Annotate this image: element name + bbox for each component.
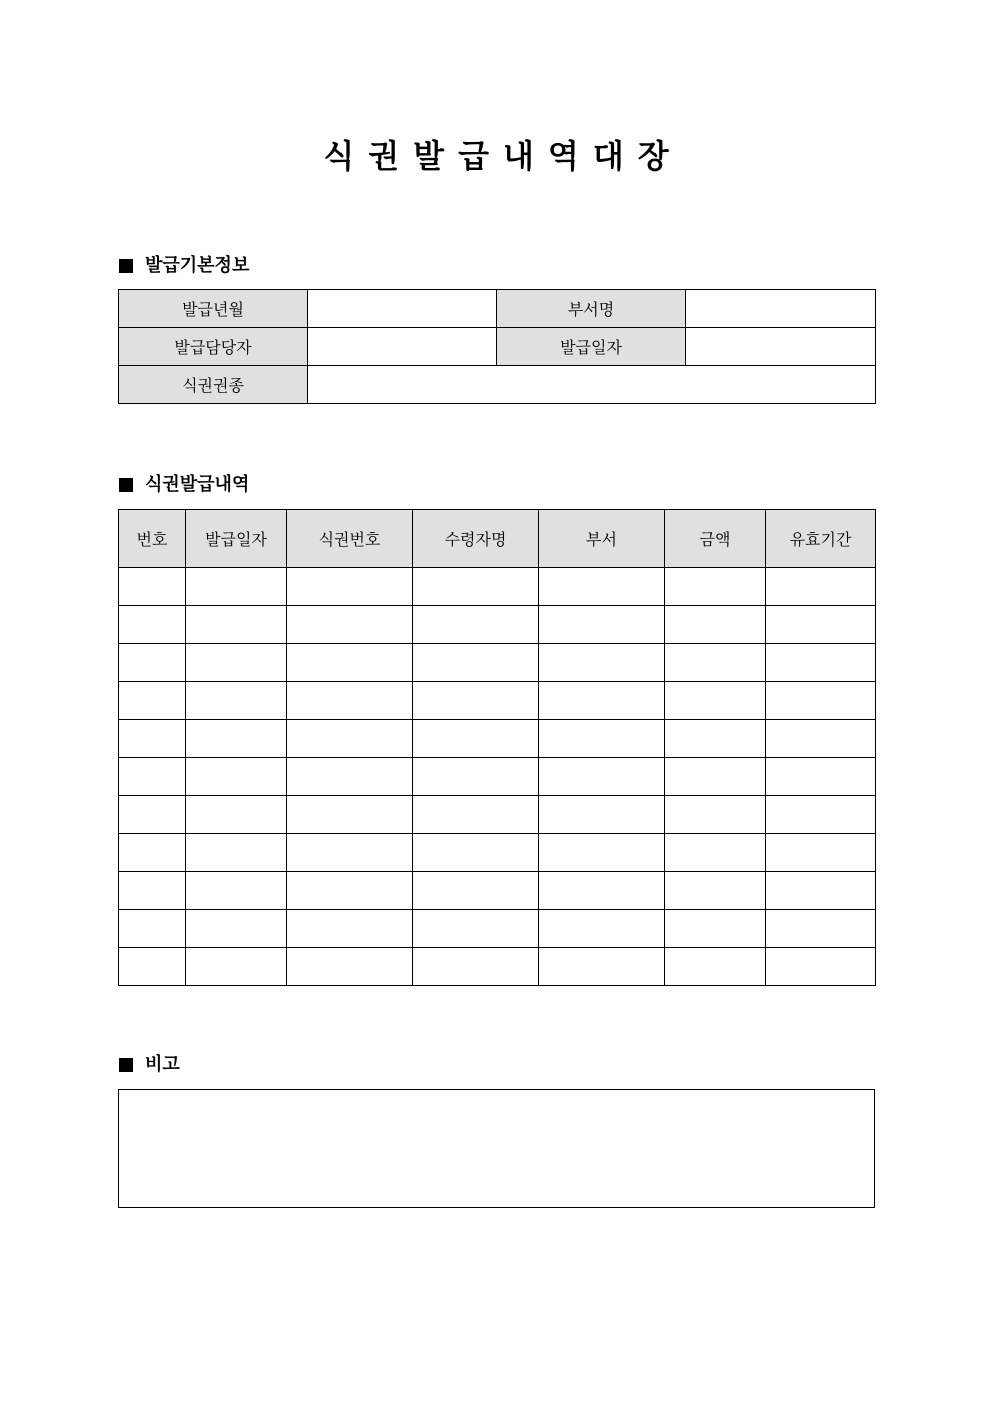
table-cell[interactable] [186, 682, 287, 720]
table-cell[interactable] [413, 948, 539, 986]
table-row [119, 644, 876, 682]
table-cell[interactable] [539, 796, 665, 834]
department-name-label: 부서명 [497, 290, 686, 328]
table-cell[interactable] [413, 606, 539, 644]
issuer-field[interactable] [308, 328, 497, 366]
column-header: 발급일자 [186, 510, 287, 568]
table-cell[interactable] [766, 834, 876, 872]
table-cell[interactable] [287, 720, 413, 758]
remarks-heading-label: 비고 [145, 1054, 180, 1075]
info-row [119, 366, 876, 404]
table-cell[interactable] [413, 720, 539, 758]
table-cell[interactable] [665, 872, 766, 910]
table-cell[interactable] [766, 644, 876, 682]
table-cell[interactable] [539, 606, 665, 644]
table-row [119, 758, 876, 796]
table-cell[interactable] [539, 568, 665, 606]
table-cell[interactable] [119, 948, 186, 986]
table-cell[interactable] [186, 796, 287, 834]
remarks-field[interactable] [118, 1089, 875, 1208]
table-row [119, 796, 876, 834]
table-cell[interactable] [665, 758, 766, 796]
ticket-type-field[interactable] [308, 366, 876, 404]
table-row [119, 834, 876, 872]
table-cell[interactable] [186, 948, 287, 986]
basic-info-heading [119, 254, 249, 278]
issue-year-month-field[interactable] [308, 290, 497, 328]
table-cell[interactable] [539, 644, 665, 682]
table-cell[interactable] [119, 644, 186, 682]
table-cell[interactable] [287, 834, 413, 872]
table-cell[interactable] [665, 910, 766, 948]
square-bullet-icon [119, 1058, 133, 1072]
table-cell[interactable] [287, 796, 413, 834]
table-cell[interactable] [287, 682, 413, 720]
table-cell[interactable] [413, 872, 539, 910]
table-cell[interactable] [413, 568, 539, 606]
column-header: 번호 [119, 510, 186, 568]
table-cell[interactable] [119, 834, 186, 872]
issue-history-header-row [119, 510, 876, 568]
table-cell[interactable] [539, 872, 665, 910]
table-cell[interactable] [413, 796, 539, 834]
table-cell[interactable] [665, 948, 766, 986]
table-cell[interactable] [186, 720, 287, 758]
department-name-field[interactable] [686, 290, 876, 328]
issue-date-label: 발급일자 [497, 328, 686, 366]
table-row [119, 568, 876, 606]
issuer-label: 발급담당자 [119, 328, 308, 366]
column-header: 식권번호 [287, 510, 413, 568]
table-cell[interactable] [766, 720, 876, 758]
table-cell[interactable] [665, 568, 766, 606]
table-cell[interactable] [287, 910, 413, 948]
info-row [119, 290, 876, 328]
table-cell[interactable] [413, 644, 539, 682]
table-cell[interactable] [665, 682, 766, 720]
info-row [119, 328, 876, 366]
issue-history-heading-label: 식권발급내역 [145, 474, 250, 495]
ticket-type-label: 식권권종 [119, 366, 308, 404]
table-row [119, 720, 876, 758]
table-cell[interactable] [119, 796, 186, 834]
table-cell[interactable] [119, 872, 186, 910]
table-cell[interactable] [665, 606, 766, 644]
table-cell[interactable] [413, 834, 539, 872]
table-cell[interactable] [287, 758, 413, 796]
table-cell[interactable] [287, 568, 413, 606]
issue-history-table [118, 509, 876, 986]
column-header: 부서 [539, 510, 665, 568]
table-cell[interactable] [766, 568, 876, 606]
table-cell[interactable] [766, 758, 876, 796]
table-cell[interactable] [119, 758, 186, 796]
table-cell[interactable] [539, 948, 665, 986]
table-cell[interactable] [119, 568, 186, 606]
square-bullet-icon [119, 478, 133, 492]
column-header: 수령자명 [413, 510, 539, 568]
table-cell[interactable] [186, 872, 287, 910]
table-cell[interactable] [186, 834, 287, 872]
table-cell[interactable] [766, 910, 876, 948]
table-cell[interactable] [413, 758, 539, 796]
table-cell[interactable] [287, 872, 413, 910]
table-cell[interactable] [539, 682, 665, 720]
table-cell[interactable] [539, 720, 665, 758]
table-row [119, 872, 876, 910]
table-cell[interactable] [287, 606, 413, 644]
issue-history-body [119, 568, 876, 986]
table-cell[interactable] [119, 910, 186, 948]
basic-info-heading-label: 발급기본정보 [145, 255, 250, 276]
table-row [119, 910, 876, 948]
table-cell[interactable] [766, 872, 876, 910]
column-header: 유효기간 [766, 510, 876, 568]
table-cell[interactable] [665, 644, 766, 682]
table-cell[interactable] [186, 758, 287, 796]
page-title: 식권발급내역대장 [323, 137, 683, 175]
table-cell[interactable] [186, 644, 287, 682]
table-cell[interactable] [119, 720, 186, 758]
table-cell[interactable] [186, 606, 287, 644]
table-cell[interactable] [766, 796, 876, 834]
square-bullet-icon [119, 259, 133, 273]
table-cell[interactable] [287, 644, 413, 682]
table-cell[interactable] [766, 948, 876, 986]
issue-history-heading [119, 473, 249, 497]
remarks-heading [119, 1053, 180, 1077]
table-cell[interactable] [539, 758, 665, 796]
issue-date-field[interactable] [686, 328, 876, 366]
table-row [119, 682, 876, 720]
table-cell[interactable] [766, 682, 876, 720]
table-cell[interactable] [287, 948, 413, 986]
table-cell[interactable] [766, 606, 876, 644]
table-cell[interactable] [413, 910, 539, 948]
table-cell[interactable] [665, 796, 766, 834]
basic-info-table [118, 289, 876, 404]
table-cell[interactable] [119, 682, 186, 720]
table-cell[interactable] [539, 910, 665, 948]
table-cell[interactable] [186, 568, 287, 606]
table-cell[interactable] [539, 834, 665, 872]
table-row [119, 606, 876, 644]
table-cell[interactable] [665, 834, 766, 872]
column-header: 금액 [665, 510, 766, 568]
table-row [119, 948, 876, 986]
table-cell[interactable] [186, 910, 287, 948]
table-cell[interactable] [119, 606, 186, 644]
table-cell[interactable] [665, 720, 766, 758]
table-cell[interactable] [413, 682, 539, 720]
issue-year-month-label: 발급년월 [119, 290, 308, 328]
